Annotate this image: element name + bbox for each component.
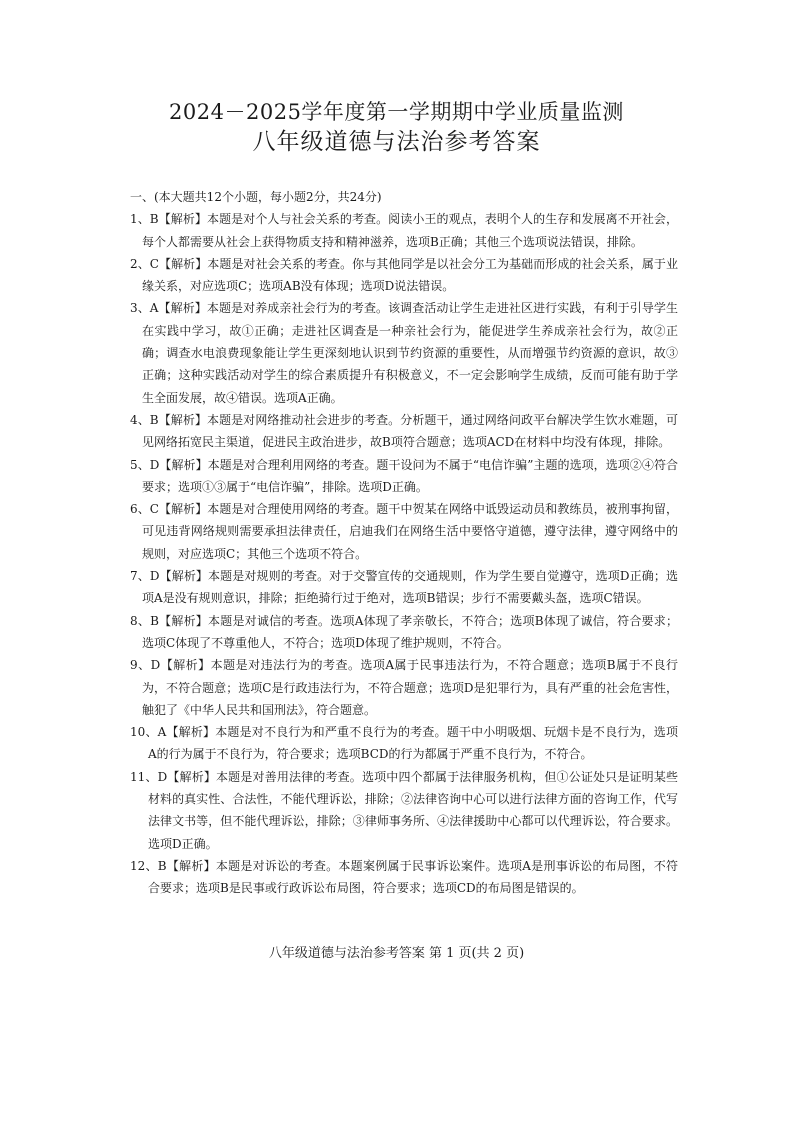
page-footer: 八年级道德与法治参考答案 第 1 页(共 2 页) [268, 946, 525, 961]
answer-item: 9、D【解析】本题是对违法行为的考查。选项A属于民事违法行为，不符合题意；选项B属于不良行为，不符合题意；选项C是行政违法行为，不符合题意；选项D是犯罪行为，具有严重的社会危害性，触犯了《中华人民共和国刑法》，符合题意。 [130, 658, 678, 717]
answer-key-title: 八年级道德与法治参考答案 [252, 129, 541, 155]
answer-item: 3、A【解析】本题是对养成亲社会行为的考查。该调查活动让学生走进社区进行实践，有利于引导学生在实践中学习，故①正确；走进社区调查是一种亲社会行为，能促进学生养成亲社会行为，故②正确；调查水电浪费现象能让学生更深刻地认识到节约资源的重要性，从而增强节约资源的意识，故③正确；这种实践活动对学生的综合素质提升有积极意义，不一定会影响学生成绩，反而可能有助于学生全面发展，故④错误。选项A正确。 [130, 301, 678, 405]
answer-body [130, 186, 678, 900]
answer-item: 8、B【解析】本题是对诚信的考查。选项A体现了孝亲敬长，不符合；选项B体现了诚信，符合要求；选项C体现了不尊重他人，不符合；选项D体现了维护规则，不符合。 [130, 613, 678, 650]
answer-item: 1、B【解析】本题是对个人与社会关系的考查。阅读小王的观点，表明个人的生存和发展离不开社会，每个人都需要从社会上获得物质支持和精神滋养，选项B正确；其他三个选项说法错误，排除。 [130, 212, 678, 249]
answer-item: 10、A【解析】本题是对不良行为和严重不良行为的考查。题干中小明吸烟、玩烟卡是不良行为，选项A的行为属于不良行为，符合要求；选项BCD的行为都属于严重不良行为，不符合。 [130, 725, 678, 762]
answer-item: 12、B【解析】本题是对诉讼的考查。本题案例属于民事诉讼案件。选项A是刑事诉讼的布局图，不符合要求；选项B是民事或行政诉讼布局图，符合要求；选项CD的布局图是错误的。 [130, 858, 678, 896]
answer-item: 4、B【解析】本题是对网络推动社会进步的考查。分析题干，通过网络问政平台解决学生饮水难题，可见网络拓宽民主渠道，促进民主政治进步，故B项符合题意；选项ACD在材料中均没有体现，排除。 [130, 412, 678, 450]
section-heading: 一、(本大题共12个小题，每小题2分，共24分) [130, 190, 382, 204]
answer-item: 5、D【解析】本题是对合理利用网络的考查。题干设问为不属于“电信诈骗”主题的选项，选项②④符合要求；选项①③属于“电信诈骗”，排除。选项D正确。 [130, 457, 678, 494]
answer-item: 6、C【解析】本题是对合理使用网络的考查。题干中贺某在网络中诋毁运动员和教练员，被刑事拘留，可见违背网络规则需要承担法律责任，启迪我们在网络生活中要恪守道德，遵守法律，遵守网络中的规则，对应选项C；其他三个选项不符合。 [130, 502, 678, 561]
answer-item: 7、D【解析】本题是对规则的考查。对于交警宣传的交通规则，作为学生要自觉遵守，选项D正确；选项A是没有规则意识，排除；拒绝骑行过于绝对，选项B错误；步行不需要戴头盔，选项C错误。 [130, 569, 678, 606]
exam-title: 2024－2025学年度第一学期期中学业质量监测 [169, 100, 624, 124]
answer-item: 2、C【解析】本题是对社会关系的考查。你与其他同学是以社会分工为基础而形成的社会关系，属于业缘关系，对应选项C；选项AB没有体现；选项D说法错误。 [130, 256, 678, 294]
answer-item: 11、D【解析】本题是对善用法律的考查。选项中四个都属于法律服务机构，但①公证处只是证明某些材料的真实性、合法性，不能代理诉讼，排除；②法律咨询中心可以进行法律方面的咨询工作，代写法律文书等，但不能代理诉讼，排除；③律师事务所、④法律援助中心都可以代理诉讼，符合要求。选项D正确。 [130, 769, 678, 851]
